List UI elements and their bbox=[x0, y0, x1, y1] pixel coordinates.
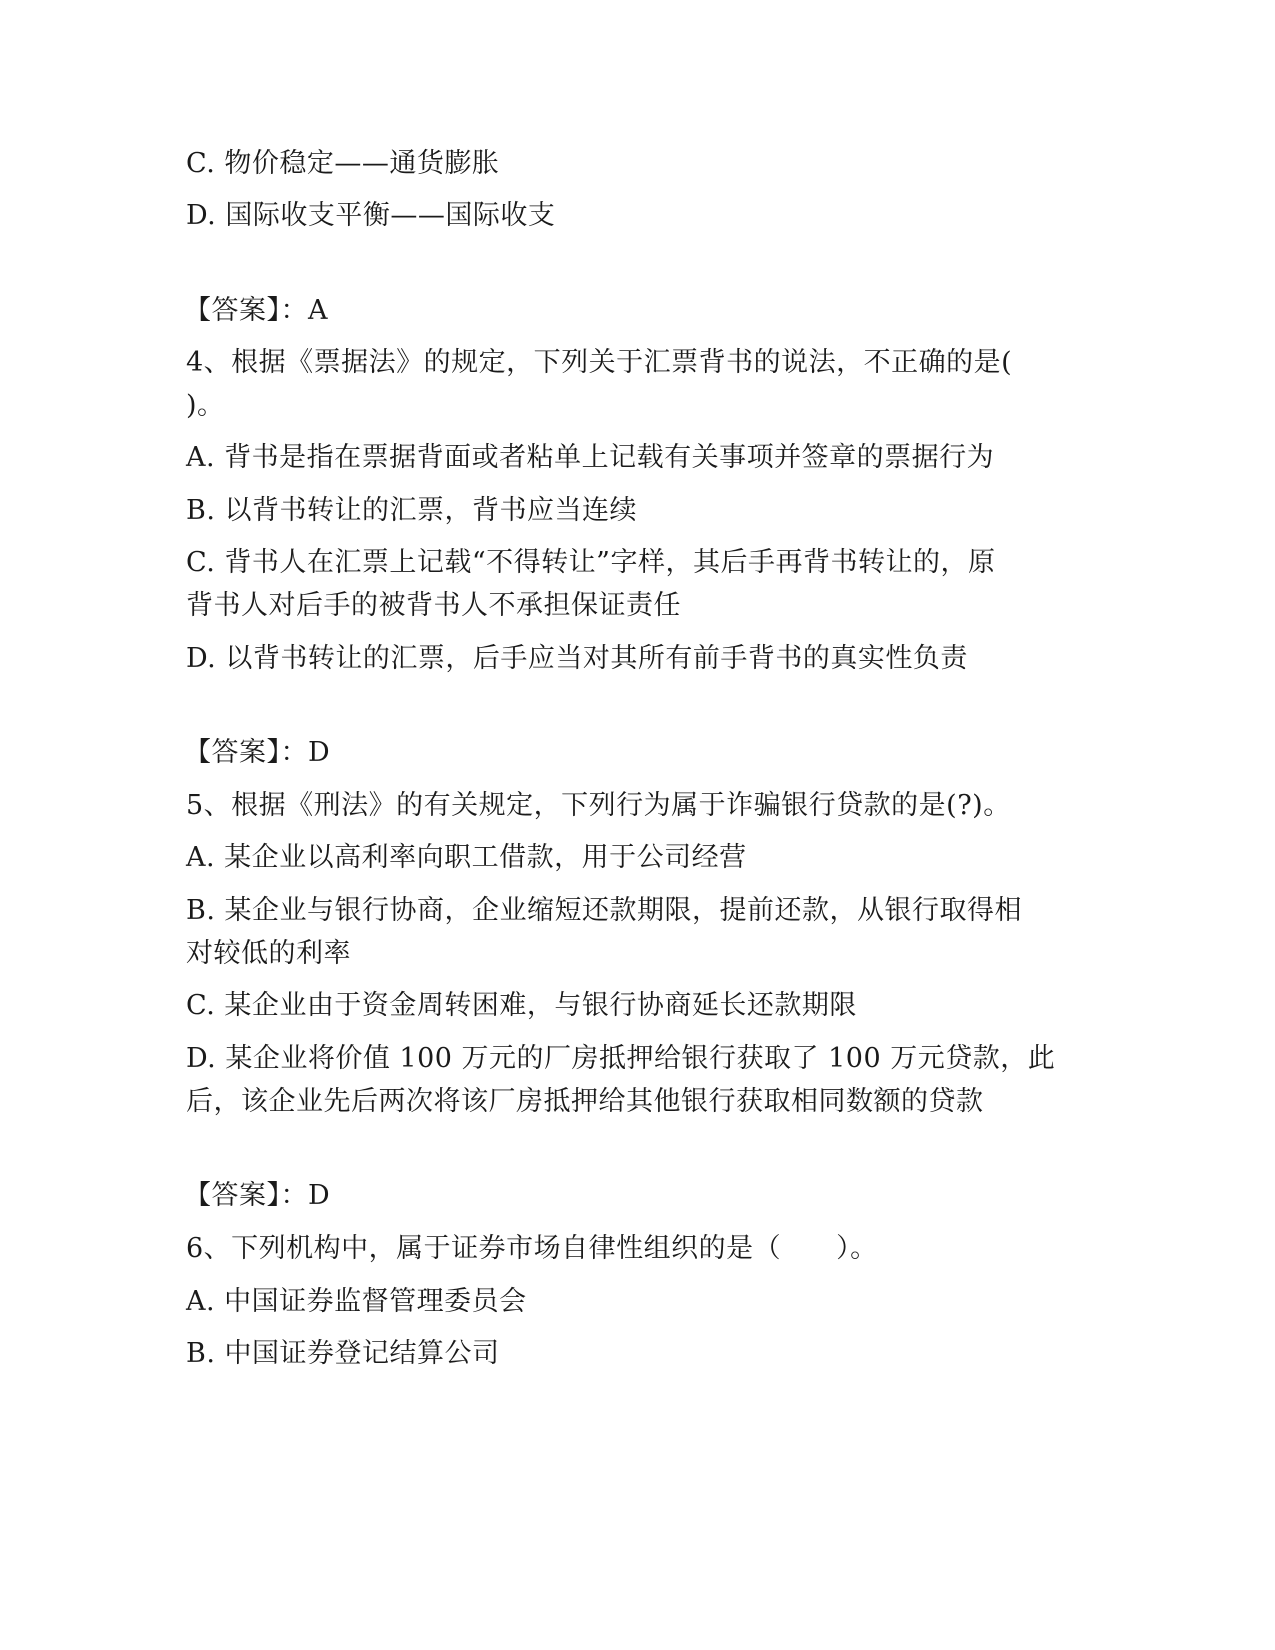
q4-option-a: A. 背书是指在票据背面或者粘单上记载有关事项并签章的票据行为 bbox=[186, 442, 995, 473]
q4-option-c-line2: 背书人对后手的被背书人不承担保证责任 bbox=[186, 590, 681, 621]
q3-answer: 【答案】：A bbox=[184, 295, 328, 326]
q6-option-a: A. 中国证券监督管理委员会 bbox=[186, 1286, 527, 1317]
q5-option-d-line1: D. 某企业将价值 100 万元的厂房抵押给银行获取了 100 万元贷款，此 bbox=[186, 1043, 1056, 1074]
q6-option-b: B. 中国证券登记结算公司 bbox=[186, 1338, 500, 1369]
q4-option-c-line1: C. 背书人在汇票上记载“不得转让”字样，其后手再背书转让的，原 bbox=[186, 547, 996, 578]
q5-option-a: A. 某企业以高利率向职工借款，用于公司经营 bbox=[186, 842, 747, 873]
q6-stem: 6、下列机构中，属于证券市场自律性组织的是（ ）。 bbox=[186, 1233, 878, 1264]
q5-option-b-line2: 对较低的利率 bbox=[186, 938, 351, 969]
q3-option-c: C. 物价稳定——通货膨胀 bbox=[186, 148, 500, 179]
q5-stem: 5、根据《刑法》的有关规定，下列行为属于诈骗银行贷款的是(?)。 bbox=[186, 790, 1011, 821]
q4-option-b: B. 以背书转让的汇票，背书应当连续 bbox=[186, 495, 638, 526]
q4-option-d: D. 以背书转让的汇票，后手应当对其所有前手背书的真实性负责 bbox=[186, 643, 968, 674]
q5-option-d-line2: 后，该企业先后两次将该厂房抵押给其他银行获取相同数额的贷款 bbox=[186, 1086, 984, 1117]
q5-option-c: C. 某企业由于资金周转困难，与银行协商延长还款期限 bbox=[186, 990, 857, 1021]
q3-option-d: D. 国际收支平衡——国际收支 bbox=[186, 200, 556, 231]
q4-stem-line2: )。 bbox=[186, 390, 225, 421]
q4-stem-line1: 4、根据《票据法》的规定，下列关于汇票背书的说法，不正确的是( bbox=[186, 347, 1013, 378]
q5-answer: 【答案】：D bbox=[184, 1180, 331, 1211]
q5-option-b-line1: B. 某企业与银行协商，企业缩短还款期限，提前还款，从银行取得相 bbox=[186, 895, 1023, 926]
q4-answer: 【答案】：D bbox=[184, 737, 331, 768]
